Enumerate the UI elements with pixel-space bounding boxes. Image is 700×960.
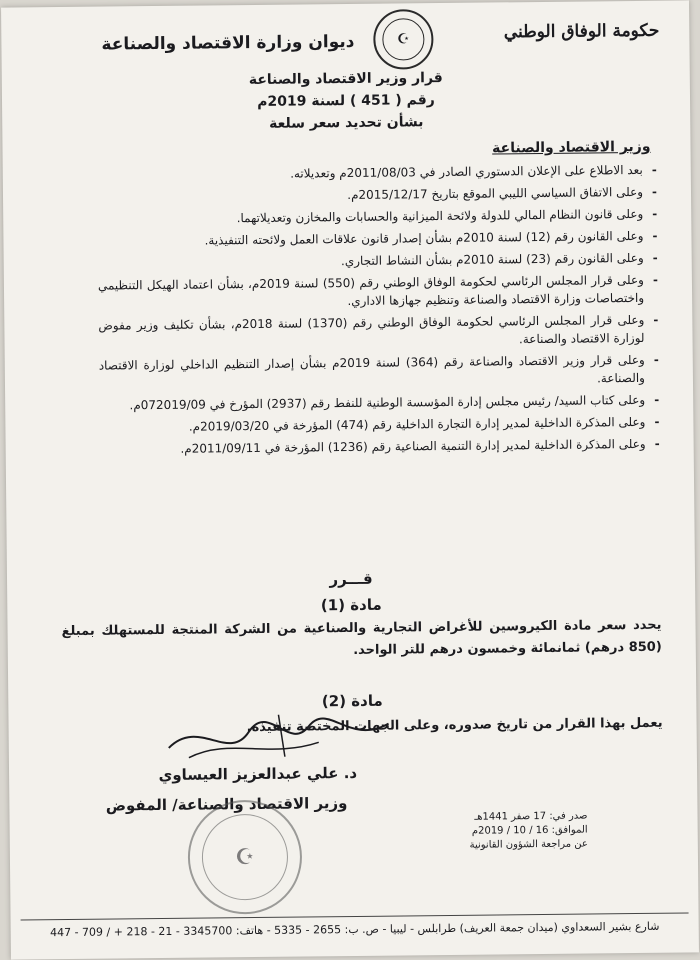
clause-item: - وعلى قرار المجلس الرئاسي لحكومة الوفاق الوطني رقم (1370) لسنة 2018م، بشأن تكليف وزير مفوض لوزارة الاقتصاد والصناعة. xyxy=(98,312,659,347)
clause-item: - وعلى المذكرة الداخلية لمدير إدارة التنمية الصناعية رقم (1236) المؤرخة في 2011/09/11م. xyxy=(180,436,660,456)
ministry-office-name: ديوان وزارة الاقتصاد والصناعة xyxy=(101,31,355,55)
article-1-text: يحدد سعر مادة الكيروسين للأغراض التجارية والصناعية من الشركة المنتجة للمستهلك بمبلغ (850 درهم) ثمانمائة وخمسون درهم للتر الواحد. xyxy=(61,617,662,658)
article-1-title: مادة (1) xyxy=(320,595,382,615)
decision-subject: بشأن تحديد سعر سلعة xyxy=(268,114,424,132)
registry-date: الموافق: 16 / 10 / 2019م xyxy=(471,824,588,837)
document-page xyxy=(1,0,699,959)
footer-address: شارع بشير السعداوي (ميدان جمعة العريف) طرابلس - ليبيا - ص. ب: 2655 - 5335 - هاتف: 3345700 - 21 - 218 + / 709 - 447 xyxy=(49,919,660,940)
decision-title-line1: قرار وزير الاقتصاد والصناعة xyxy=(248,70,443,89)
clause-item: - وعلى القانون رقم (23) لسنة 2010م بشأن النشاط التجاري. xyxy=(340,250,658,269)
decides-heading: قـــرر xyxy=(329,569,373,589)
registry-note: عن مراجعة الشؤون القانونية xyxy=(469,838,588,851)
state-emblem-icon xyxy=(373,9,434,70)
clause-item: - بعد الاطلاع على الإعلان الدستوري الصادر في 2011/08/03م وتعديلاته. xyxy=(290,162,657,181)
preamble-clauses xyxy=(97,161,660,463)
clause-item: - وعلى المذكرة الداخلية لمدير إدارة التجارة الداخلية رقم (474) المؤرخة في 2019/03/20م. xyxy=(188,414,660,434)
signer-title: وزير الاقتصاد والصناعة/ المفوض xyxy=(105,794,348,815)
addressee: وزير الاقتصاد والصناعة xyxy=(492,138,651,157)
crescent-star-icon: ☪ xyxy=(382,18,424,60)
clause-item: - وعلى قانون النظام المالي للدولة ولائحة الميزانية والحسابات والمخازن وتعديلاتهما. xyxy=(236,206,658,226)
clause-item: - وعلى قرار المجلس الرئاسي لحكومة الوفاق الوطني رقم (550) لسنة 2019م، بشأن اعتماد الهيكل التنظيمي واختصاصات وزارة الاقتصاد والصناعة وتنظيم جهازها الاداري. xyxy=(97,272,658,309)
clause-item: - وعلى قرار وزير الاقتصاد والصناعة رقم (364) لسنة 2019م بشأن إصدار التنظيم الداخلي لوزارة الاقتصاد والصناعة. xyxy=(98,352,659,386)
registry-stamp xyxy=(469,810,588,853)
government-name: حكومة الوفاق الوطني xyxy=(503,20,660,43)
official-seal-icon xyxy=(187,800,302,915)
decision-title xyxy=(2,64,691,137)
decision-number: رقم ( 451 ) لسنة 2019م xyxy=(257,92,435,110)
article-2-text: يعمل بهذا القرار من تاريخ صدوره، وعلى الجهات المختصة تنفيذه. xyxy=(246,715,663,736)
handwritten-signature xyxy=(158,706,399,769)
clause-item: - وعلى كتاب السيد/ رئيس مجلس إدارة المؤسسة الوطنية للنفط رقم (2937) المؤرخ في 072019/09م. xyxy=(129,392,660,413)
article-2-title: مادة (2) xyxy=(321,691,383,711)
seal-crescent-icon: ☪ xyxy=(201,814,288,901)
signer-name: د. علي عبدالعزيز العيساوي xyxy=(158,763,358,785)
registry-issued: صدر في: 17 صفر 1441هـ xyxy=(474,810,588,823)
clause-item: - وعلى القانون رقم (12) لسنة 2010م بشأن إصدار قانون علاقات العمل ولائحته التنفيذية. xyxy=(204,228,658,248)
clause-item: - وعلى الاتفاق السياسي الليبي الموقع بتاريخ 2015/12/17م. xyxy=(347,184,658,203)
